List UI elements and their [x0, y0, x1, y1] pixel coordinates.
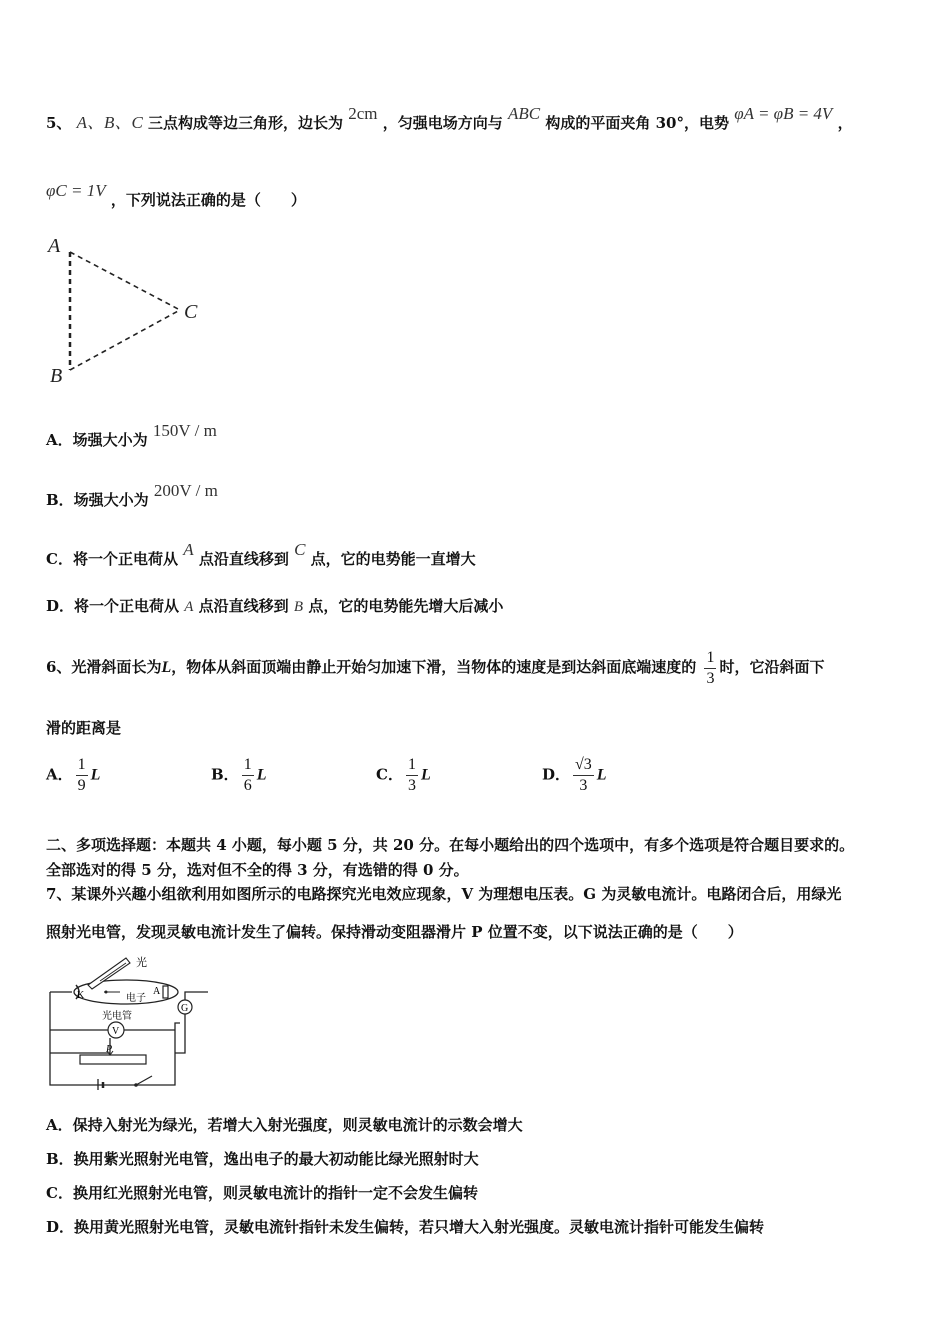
option-a-value: 150V / m	[152, 421, 217, 440]
q5-triangle-diagram	[44, 230, 214, 390]
q6-text2: ，物体从斜面顶端由静止开始匀加速下滑，当物体的速度是到达斜面底端速度的	[171, 658, 697, 676]
q6-option-c[interactable]	[376, 755, 431, 796]
galvanometer-label: G	[181, 1003, 189, 1014]
q6-option-d-label: D．	[542, 765, 571, 784]
q5-comma: ，	[837, 114, 853, 132]
option-d-pre: D．将一个正电荷从	[46, 597, 180, 615]
label-b: B	[50, 365, 63, 387]
q7-option-c[interactable]: C．换用红光照射光电管，则灵敏电流计的指针一定不会发生偏转	[46, 1184, 478, 1202]
option-c-pre: C．将一个正电荷从	[46, 550, 178, 568]
q6-stem-line2	[46, 718, 121, 738]
q5-stem-line1	[46, 104, 853, 133]
q6-frac-den: 3	[706, 669, 715, 687]
q5-text2: ，匀强电场方向与	[382, 114, 503, 132]
q6-option-a[interactable]	[46, 755, 100, 796]
q6-option-a-num: 1	[76, 755, 88, 776]
option-c-point-a: A	[183, 540, 194, 559]
q6-option-b-var: L	[256, 766, 267, 784]
switch-pivot	[134, 1083, 138, 1087]
q6-option-d-var: L	[596, 766, 607, 784]
q5-number: 5、	[46, 114, 72, 132]
q6-option-a-var: L	[90, 766, 101, 784]
q6-text4: 滑的距离是	[46, 719, 122, 737]
option-b-label: B．场强大小为	[46, 491, 149, 509]
q5-points: A、B、C	[76, 113, 143, 132]
tube-label: 光电管	[102, 1011, 132, 1022]
q5-plane: ABC	[508, 104, 541, 123]
option-a-label: A．场强大小为	[46, 431, 148, 449]
label-c: C	[184, 301, 198, 323]
q7-stem-line1: 7、某课外兴趣小组欲利用如图所示的电路探究光电效应现象，V 为理想电压表。G 为灵敏电流计。电路闭合后，用绿光	[46, 885, 842, 903]
q5-text1: 三点构成等边三角形，边长为	[148, 114, 344, 132]
option-d-point-a: A	[184, 599, 194, 615]
q5-option-a[interactable]	[46, 421, 217, 450]
q6-stem-line1	[46, 645, 825, 690]
q6-text1: 6、光滑斜面长为	[46, 658, 162, 676]
rheostat	[80, 1055, 146, 1064]
edge-ac	[70, 252, 180, 310]
q5-option-d[interactable]	[46, 596, 503, 617]
q7-option-d[interactable]: D．换用黄光照射光电管，灵敏电流针指针未发生偏转，若只增大入射光强度。灵敏电流计指针可能发生偏转	[46, 1218, 765, 1236]
q5-option-b[interactable]	[46, 481, 218, 510]
q7-option-b[interactable]: B．换用紫光照射光电管，逸出电子的最大初动能比绿光照射时大	[46, 1150, 479, 1168]
q5-side: 2cm	[348, 104, 378, 123]
q6-option-b-num: 1	[242, 755, 254, 776]
anode-label: A	[153, 986, 161, 997]
q5-text4: ，下列说法正确的是（ ）	[110, 191, 306, 209]
option-d-mid: 点沿直线移到	[198, 597, 289, 615]
q6-option-a-den: 9	[77, 777, 86, 794]
section2-line2: 全部选对的得 5 分，选对但不全的得 3 分，有选错的得 0 分。	[46, 861, 469, 879]
q6-option-b-den: 6	[243, 777, 252, 794]
voltmeter-label: V	[112, 1026, 120, 1037]
option-d-post: 点，它的电势能先增大后减小	[308, 597, 504, 615]
q7-option-a[interactable]: A．保持入射光为绿光，若增大入射光强度，则灵敏电流计的示数会增大	[46, 1116, 523, 1134]
q6-option-c-den: 3	[407, 777, 416, 794]
anode	[163, 986, 168, 998]
q6-option-c-label: C．	[376, 765, 403, 784]
slider-label: P	[106, 1044, 113, 1055]
q6-option-d-den: 3	[579, 777, 588, 794]
q5-text3: 构成的平面夹角 30°，电势	[545, 114, 729, 132]
option-b-value: 200V / m	[153, 481, 218, 500]
switch-lever	[136, 1076, 152, 1085]
label-a: A	[48, 235, 61, 257]
option-d-point-b: B	[293, 599, 304, 615]
electron-dot	[105, 991, 108, 994]
q6-option-c-var: L	[420, 766, 431, 784]
q6-option-c-num: 1	[406, 755, 418, 776]
q5-stem-line2	[46, 181, 306, 210]
electron-label: 电子	[126, 993, 146, 1004]
cathode-label: K	[77, 990, 85, 1001]
q6-option-b-label: B．	[211, 765, 239, 784]
q6-option-b[interactable]	[211, 755, 266, 796]
option-c-post: 点，它的电势能一直增大	[310, 550, 476, 568]
q6-var-l: L	[161, 659, 172, 676]
q5-phi-ab: φA = φB = 4V	[734, 104, 833, 123]
option-c-point-c: C	[294, 540, 306, 559]
q7-circuit-diagram	[40, 955, 210, 1090]
q5-option-c[interactable]	[46, 540, 476, 569]
option-c-mid: 点沿直线移到	[198, 550, 289, 568]
section2-line1: 二、多项选择题：本题共 4 小题，每小题 5 分，共 20 分。在每小题给出的四个选项中，有多个选项是符合题目要求的。	[46, 836, 855, 854]
q6-option-a-label: A．	[46, 765, 73, 784]
q6-option-d-num: √3	[573, 755, 594, 776]
q6-text3: 时，它沿斜面下	[719, 658, 825, 676]
edge-bc	[70, 310, 180, 370]
q6-option-d[interactable]	[542, 755, 607, 796]
q6-frac-num: 1	[704, 648, 716, 669]
q6-fraction	[704, 648, 716, 689]
q5-phi-c: φC = 1V	[46, 181, 106, 200]
q7-stem-line2: 照射光电管，发现灵敏电流计发生了偏转。保持滑动变阻器滑片 P 位置不变，以下说法正确的是（ ）	[46, 923, 743, 941]
light-label: 光	[136, 957, 147, 969]
light-ray	[100, 963, 126, 981]
